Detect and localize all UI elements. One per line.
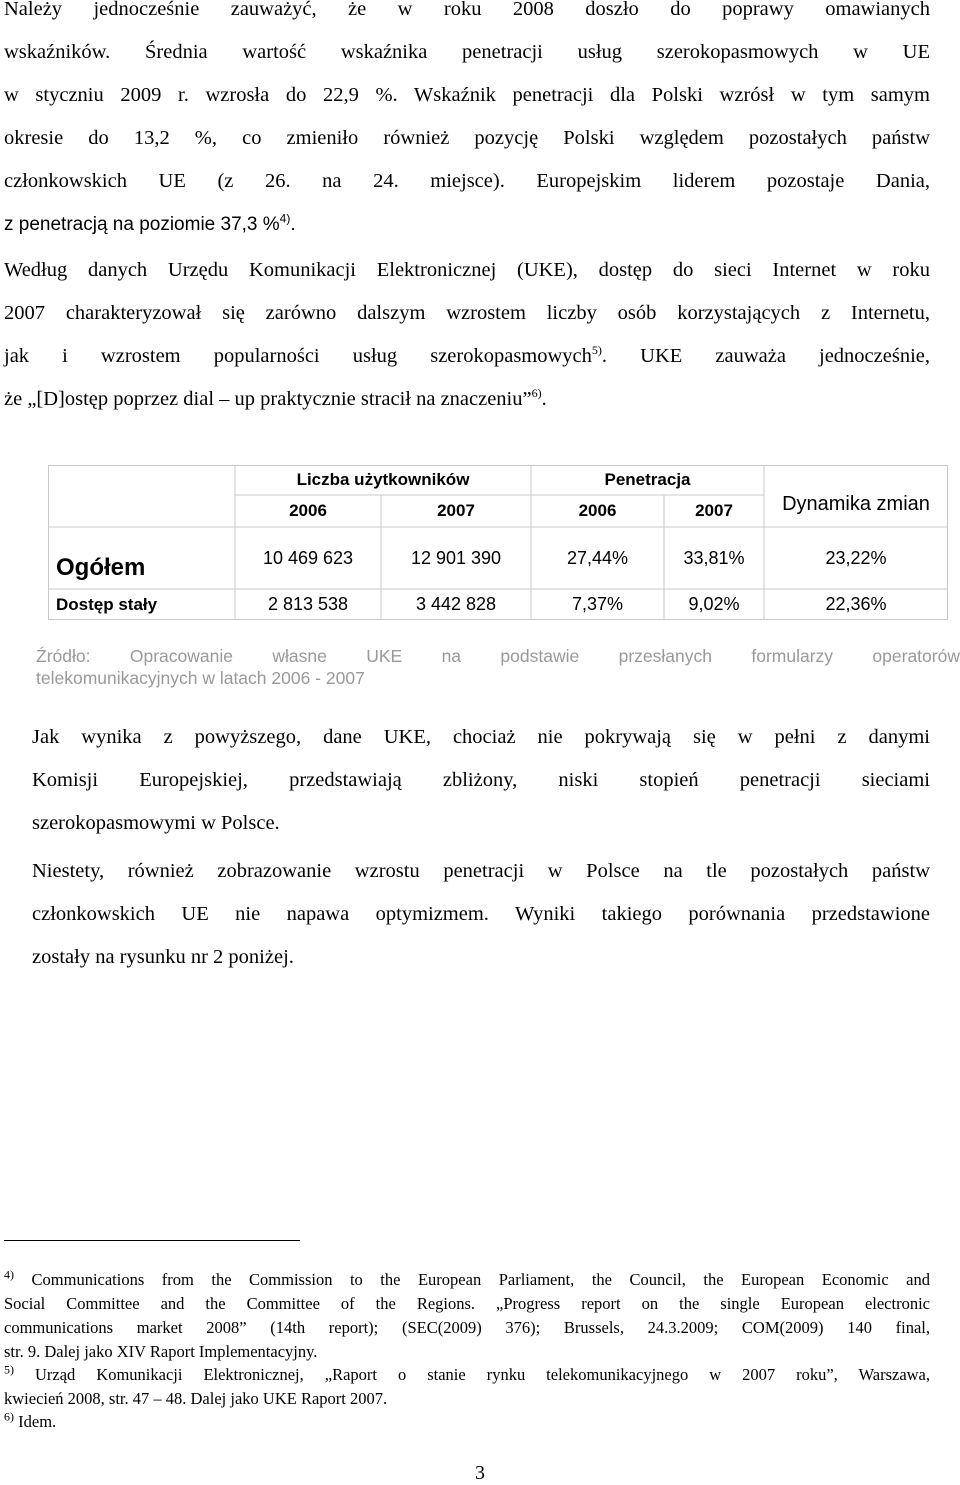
text-line: Należy jednocześnie zauważyć, że w roku 2008 doszło do poprawy omawianych	[4, 0, 930, 20]
footnote-ref[interactable]: 6)	[531, 386, 542, 401]
table-cell: 27,44%	[566, 547, 629, 568]
text-line: Komisji Europejskiej, przedstawiają zbliżony, niski stopień penetracji sieciami	[32, 769, 930, 791]
table-cell: 23,22%	[825, 547, 887, 568]
text-line: że „[D]ostęp poprzez dial – up praktycznie stracił na znaczeniu”$^{6)}$.	[4, 386, 547, 410]
source-line: telekomunikacyjnych w latach 2006 - 2007	[36, 668, 365, 688]
paragraph-4	[32, 850, 930, 979]
table-source	[36, 645, 960, 689]
header-year: 2007	[437, 501, 475, 520]
paragraph-2	[4, 249, 930, 421]
text-line: $^{4)}$ Communications from the Commission to the European Parliament, the Council, the European Economic and	[4, 1267, 930, 1289]
footnote-6	[4, 1410, 930, 1434]
table-cell: 10 469 623	[262, 547, 354, 568]
table-cell: 22,36%	[825, 594, 887, 614]
statistics-table	[48, 465, 948, 620]
table-cell: 12 901 390	[410, 547, 502, 568]
text-line: członkowskich UE (z 26. na 24. miejsce). Europejskim liderem pozostaje Dania,	[4, 170, 930, 192]
table-cell: 33,81%	[683, 547, 745, 568]
header-year: 2007	[695, 501, 733, 520]
source-line: Źródło: Opracowanie własne UKE na podstawie przesłanych formularzy operatorów	[36, 646, 960, 666]
table-cell: 7,37%	[571, 594, 624, 614]
text-line: wskaźników. Średnia wartość wskaźnika penetracji usług szerokopasmowych w UE	[4, 41, 930, 63]
footnote-ref[interactable]: 5)	[591, 343, 602, 358]
page-number: 3	[475, 1462, 485, 1484]
table-cell: 3 442 828	[415, 594, 497, 614]
footnote-ref[interactable]: 4)	[279, 211, 291, 226]
text-line: Niestety, również zobrazowanie wzrostu penetracji w Polsce na tle pozostałych państw	[32, 860, 930, 882]
header-dynamics: Dynamika zmian	[782, 492, 930, 515]
paragraph-3	[32, 716, 930, 845]
table-cell: 9,02%	[688, 594, 740, 614]
header-penetration: Penetracja	[604, 470, 691, 489]
text-line: communications market 2008” (14th report); (SEC(2009) 376); Brussels, 24.3.2009; COM(2009) 140 final,	[4, 1318, 930, 1337]
footnote-5	[4, 1363, 930, 1411]
text-line: zostały na rysunku nr 2 poniżej.	[32, 946, 294, 968]
text-line: kwiecień 2008, str. 47 – 48. Dalej jako UKE Raport 2007.	[4, 1389, 388, 1408]
footnote-mark: 6)	[4, 1409, 14, 1424]
text-line: Jak wynika z powyższego, dane UKE, chociaż nie pokrywają się w pełni z danymi	[32, 726, 930, 748]
text-line: z penetracją na poziomie 37,3 %$^{4)}$.	[4, 211, 296, 235]
text-line: jak i wzrostem popularności usług szerokopasmowych$^{5)}$. UKE zauważa jednocześnie,	[4, 343, 931, 367]
footnote-4	[4, 1268, 930, 1364]
text-line: w styczniu 2009 r. wzrosła do 22,9 %. Wskaźnik penetracji dla Polski wzrósł w tym samym	[4, 84, 930, 106]
paragraph-1	[4, 0, 930, 246]
row-label-fixed-access: Dostęp stały	[56, 594, 158, 614]
text-line: Według danych Urzędu Komunikacji Elektronicznej (UKE), dostęp do sieci Internet w roku	[4, 259, 930, 281]
text-line: szerokopasmowymi w Polsce.	[32, 812, 280, 834]
text-line: 2007 charakteryzował się zarówno dalszym wzrostem liczby osób korzystających z Internetu,	[4, 302, 930, 324]
footnote-mark: 5)	[4, 1362, 14, 1377]
text-line: członkowskich UE nie napawa optymizmem. Wyniki takiego porównania przedstawione	[32, 903, 930, 925]
row-label-total: Ogółem	[56, 554, 146, 581]
footnote-separator	[4, 1240, 300, 1241]
text-line: $^{6)}$ Idem.	[4, 1409, 57, 1431]
text-line: str. 9. Dalej jako XIV Raport Implementacyjny.	[4, 1342, 318, 1361]
text-line: $^{5)}$ Urząd Komunikacji Elektronicznej, „Raport o stanie rynku telekomunikacyjnego w 2007 roku”, Warszawa,	[4, 1362, 931, 1384]
header-year: 2006	[289, 501, 327, 520]
footnote-mark: 4)	[4, 1267, 14, 1282]
header-year: 2006	[578, 501, 617, 520]
table-cell: 2 813 538	[267, 594, 349, 614]
text-line: Social Committee and the Committee of the Regions. „Progress report on the single European electronic	[4, 1294, 930, 1313]
header-users: Liczba użytkowników	[296, 470, 470, 489]
text-line: okresie do 13,2 %, co zmieniło również pozycję Polski względem pozostałych państw	[4, 127, 930, 149]
